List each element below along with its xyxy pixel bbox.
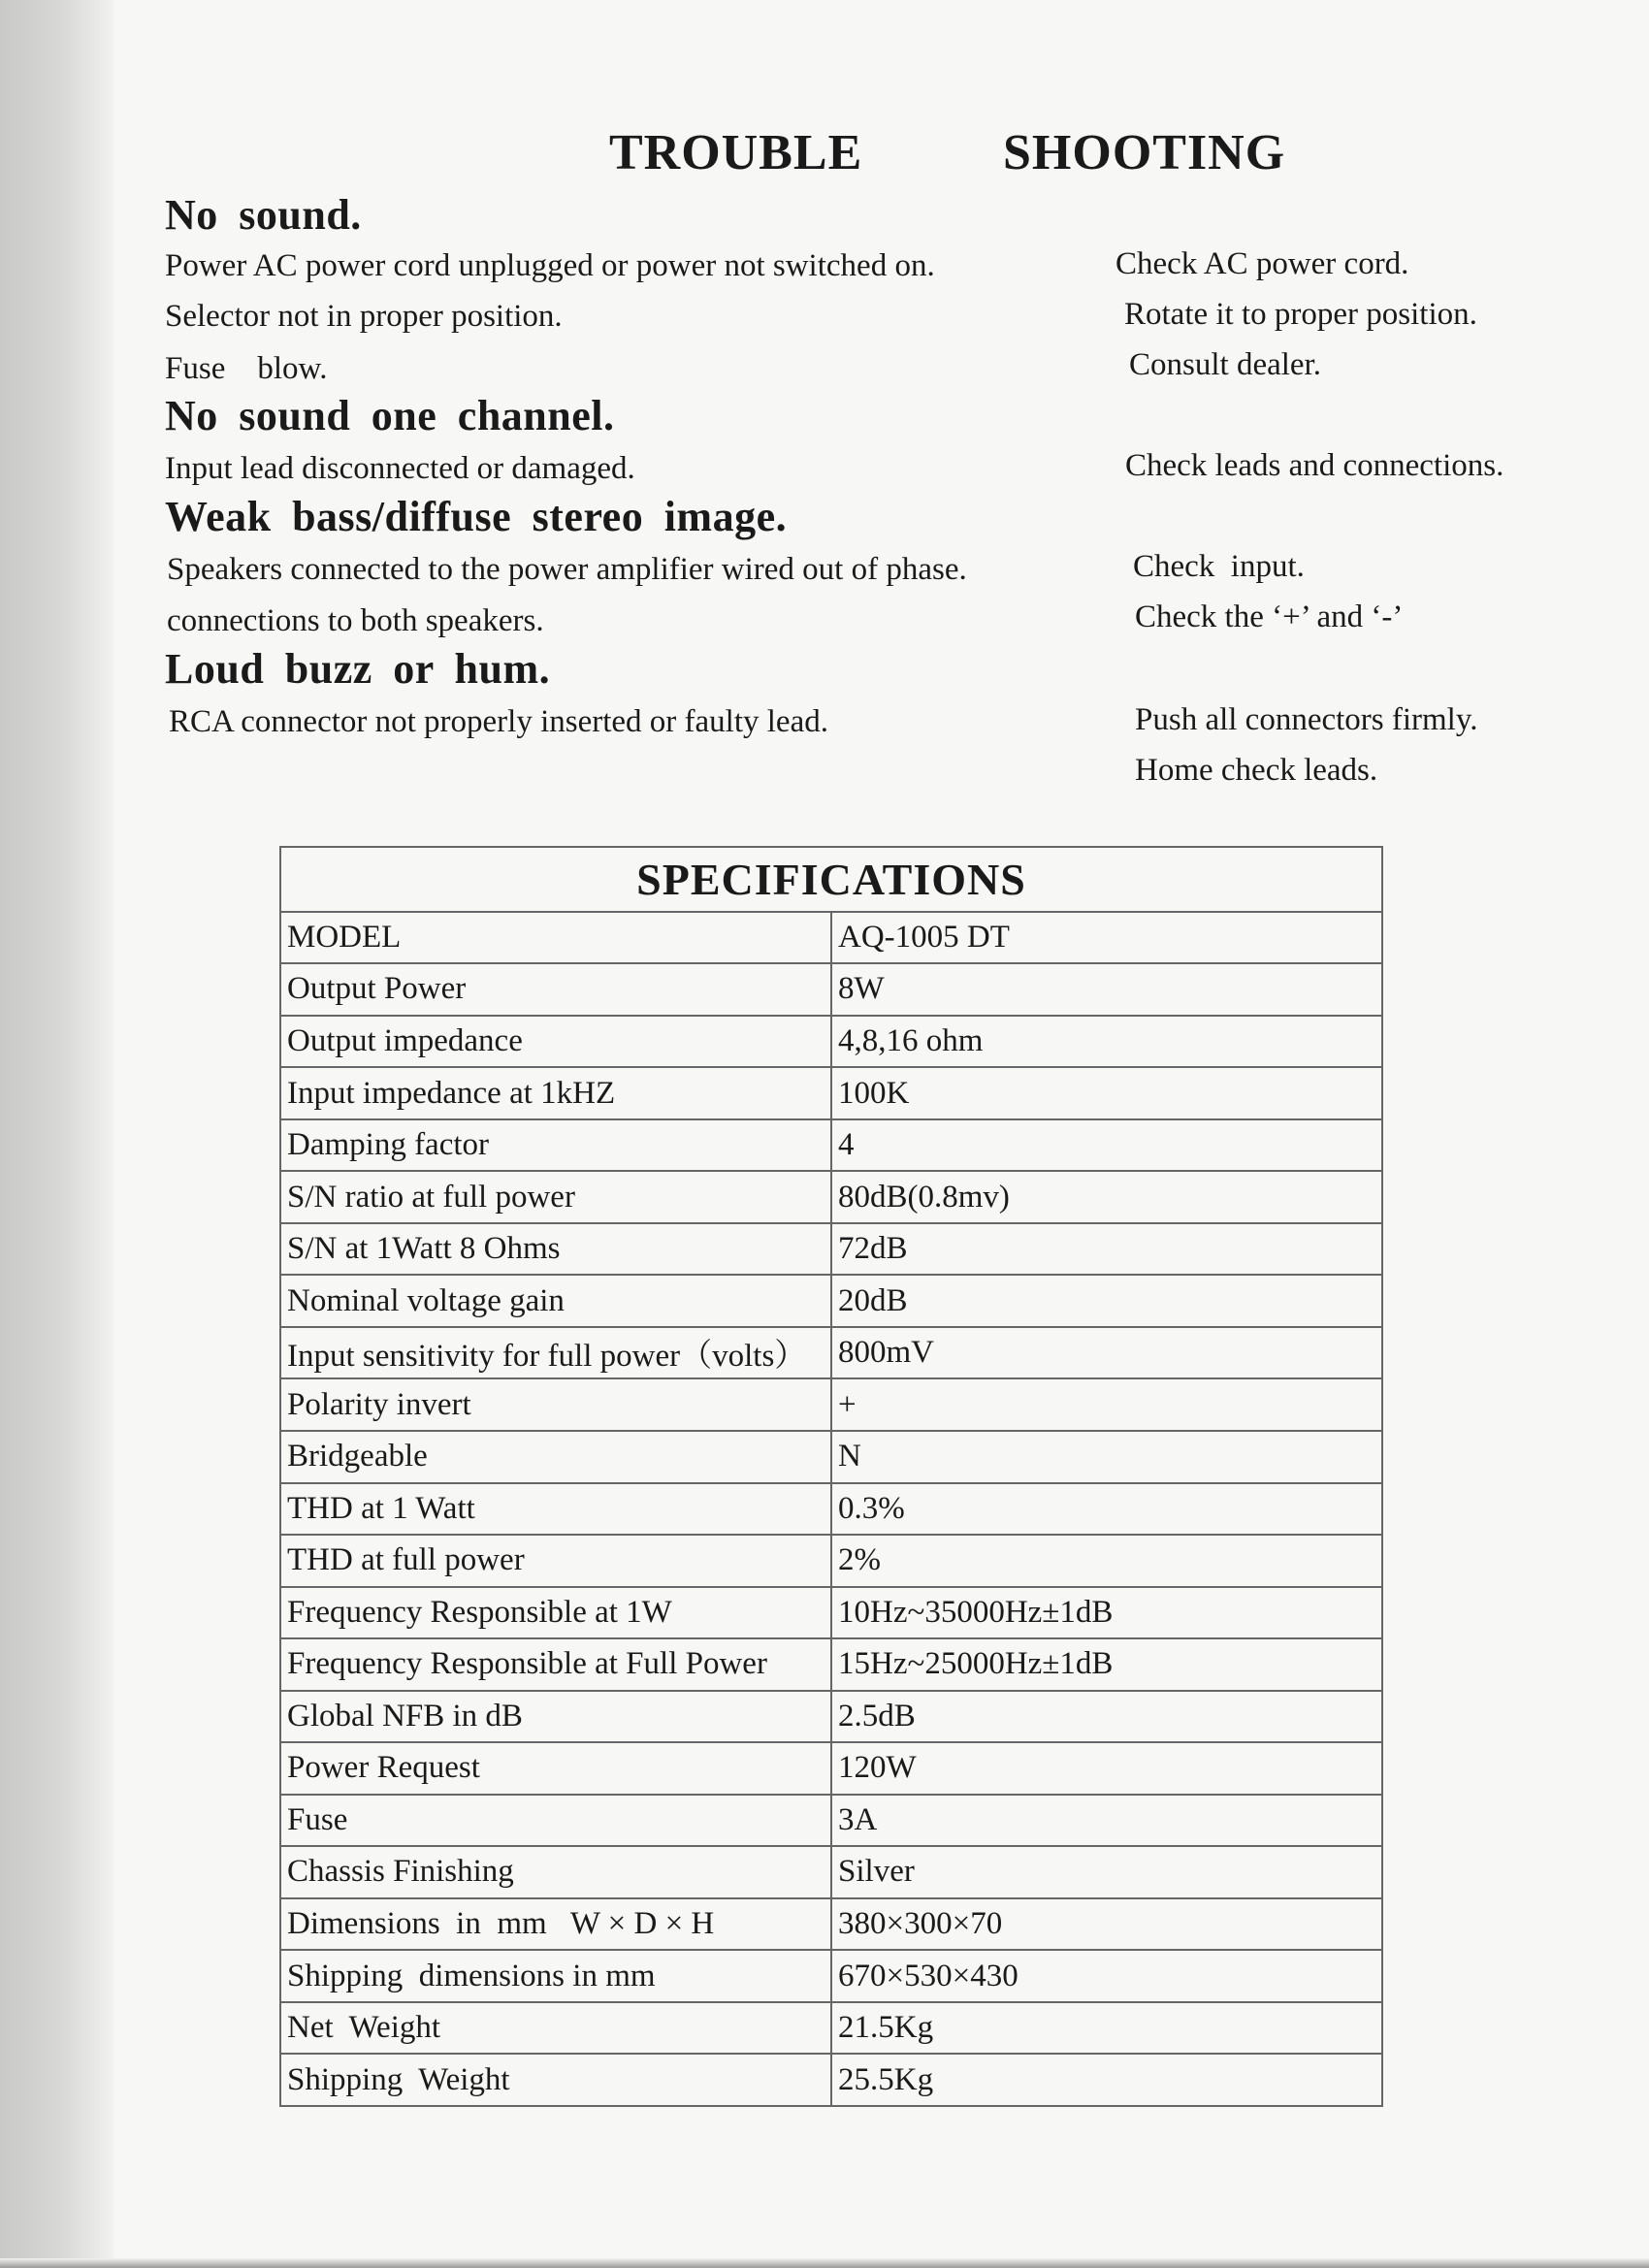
spec-label-cell: THD at 1 Watt <box>280 1483 831 1536</box>
remedy-text: Rotate it to proper position. <box>1124 297 1477 332</box>
spec-value-cell: 670×530×430 <box>831 1950 1382 2002</box>
table-row <box>280 912 1382 964</box>
title-word-trouble: TROUBLE <box>609 125 863 180</box>
spec-value-cell: 8W <box>831 963 1382 1016</box>
remedy-text: Push all connectors firmly. <box>1135 702 1478 737</box>
spec-value-cell: 100K <box>831 1067 1382 1119</box>
specifications-caption-row <box>280 847 1382 912</box>
spec-value-cell: 25.5Kg <box>831 2054 1382 2106</box>
remedy-text: Consult dealer. <box>1129 347 1321 382</box>
title-word-shooting: SHOOTING <box>1003 125 1286 180</box>
spec-value-cell: + <box>831 1378 1382 1431</box>
spec-label-cell: Frequency Responsible at Full Power <box>280 1638 831 1691</box>
specifications-table <box>279 846 1383 2107</box>
spec-value-cell: 21.5Kg <box>831 2002 1382 2055</box>
specifications-caption: SPECIFICATIONS <box>280 847 1382 912</box>
spec-label-cell: Frequency Responsible at 1W <box>280 1587 831 1639</box>
spec-value-cell: 380×300×70 <box>831 1898 1382 1951</box>
problem-text: Power AC power cord unplugged or power not switched on. <box>165 248 935 283</box>
spec-label-cell: MODEL <box>280 912 831 964</box>
spec-value-cell: 80dB(0.8mv) <box>831 1171 1382 1223</box>
spec-label-cell: Power Request <box>280 1742 831 1795</box>
table-row <box>280 1171 1382 1223</box>
spec-value-cell: 0.3% <box>831 1483 1382 1536</box>
spec-value-cell: 800mV <box>831 1327 1382 1379</box>
table-row <box>280 1067 1382 1119</box>
spec-value-cell: 20dB <box>831 1275 1382 1327</box>
spec-label-cell: Global NFB in dB <box>280 1691 831 1743</box>
table-row <box>280 1691 1382 1743</box>
table-row <box>280 1898 1382 1951</box>
table-row <box>280 1638 1382 1691</box>
remedy-text: Check leads and connections. <box>1125 448 1504 483</box>
problem-text: Fuse blow. <box>165 351 328 386</box>
scan-binding-shadow <box>0 0 114 2268</box>
remedy-text: Check AC power cord. <box>1116 246 1409 281</box>
spec-label-cell: Shipping dimensions in mm <box>280 1950 831 2002</box>
problem-text: connections to both speakers. <box>167 603 544 638</box>
spec-value-cell: 120W <box>831 1742 1382 1795</box>
heading-no-sound: No sound. <box>165 191 362 239</box>
problem-text: Speakers connected to the power amplifier wired out of phase. <box>167 552 967 587</box>
table-row <box>280 1587 1382 1639</box>
table-row <box>280 1742 1382 1795</box>
spec-label-cell: Nominal voltage gain <box>280 1275 831 1327</box>
spec-value-cell: 10Hz~35000Hz±1dB <box>831 1587 1382 1639</box>
remedy-text: Home check leads. <box>1135 753 1378 788</box>
spec-label-cell: Damping factor <box>280 1119 831 1172</box>
spec-value-cell: 15Hz~25000Hz±1dB <box>831 1638 1382 1691</box>
table-row <box>280 2002 1382 2055</box>
table-row <box>280 1016 1382 1068</box>
heading-loud-buzz: Loud buzz or hum. <box>165 645 551 693</box>
remedy-text: Check the ‘+’ and ‘-’ <box>1135 599 1404 634</box>
spec-value-cell: 2.5dB <box>831 1691 1382 1743</box>
spec-value-cell: Silver <box>831 1846 1382 1898</box>
spec-value-cell: 3A <box>831 1795 1382 1847</box>
table-row <box>280 2054 1382 2106</box>
table-row <box>280 1119 1382 1172</box>
problem-text: Input lead disconnected or damaged. <box>165 451 635 486</box>
table-row <box>280 1223 1382 1276</box>
spec-label-cell: Bridgeable <box>280 1431 831 1483</box>
spec-label-cell: Dimensions in mm W × D × H <box>280 1898 831 1951</box>
spec-label-cell: Input sensitivity for full power（volts） <box>280 1327 831 1379</box>
spec-label-cell: Input impedance at 1kHZ <box>280 1067 831 1119</box>
table-row <box>280 1535 1382 1587</box>
spec-value-cell: AQ-1005 DT <box>831 912 1382 964</box>
table-row <box>280 1378 1382 1431</box>
heading-weak-bass: Weak bass/diffuse stereo image. <box>165 493 788 540</box>
table-row <box>280 1795 1382 1847</box>
problem-text: Selector not in proper position. <box>165 299 563 334</box>
problem-text: RCA connector not properly inserted or faulty lead. <box>169 704 828 739</box>
table-row <box>280 1846 1382 1898</box>
remedy-text: Check input. <box>1133 549 1305 584</box>
spec-value-cell: N <box>831 1431 1382 1483</box>
table-row <box>280 1950 1382 2002</box>
spec-label-cell: S/N ratio at full power <box>280 1171 831 1223</box>
spec-label-cell: Net Weight <box>280 2002 831 2055</box>
spec-value-cell: 4 <box>831 1119 1382 1172</box>
spec-label-cell: Shipping Weight <box>280 2054 831 2106</box>
table-row <box>280 1327 1382 1379</box>
spec-label-cell: THD at full power <box>280 1535 831 1587</box>
table-row <box>280 1431 1382 1483</box>
spec-label-cell: Output Power <box>280 963 831 1016</box>
spec-value-cell: 72dB <box>831 1223 1382 1276</box>
table-row <box>280 1275 1382 1327</box>
spec-label-cell: S/N at 1Watt 8 Ohms <box>280 1223 831 1276</box>
table-row <box>280 963 1382 1016</box>
spec-value-cell: 2% <box>831 1535 1382 1587</box>
spec-value-cell: 4,8,16 ohm <box>831 1016 1382 1068</box>
spec-label-cell: Fuse <box>280 1795 831 1847</box>
scan-bottom-edge <box>0 2258 1649 2268</box>
spec-label-cell: Chassis Finishing <box>280 1846 831 1898</box>
spec-label-cell: Polarity invert <box>280 1378 831 1431</box>
spec-label-cell: Output impedance <box>280 1016 831 1068</box>
table-row <box>280 1483 1382 1536</box>
heading-no-sound-one-channel: No sound one channel. <box>165 392 615 439</box>
